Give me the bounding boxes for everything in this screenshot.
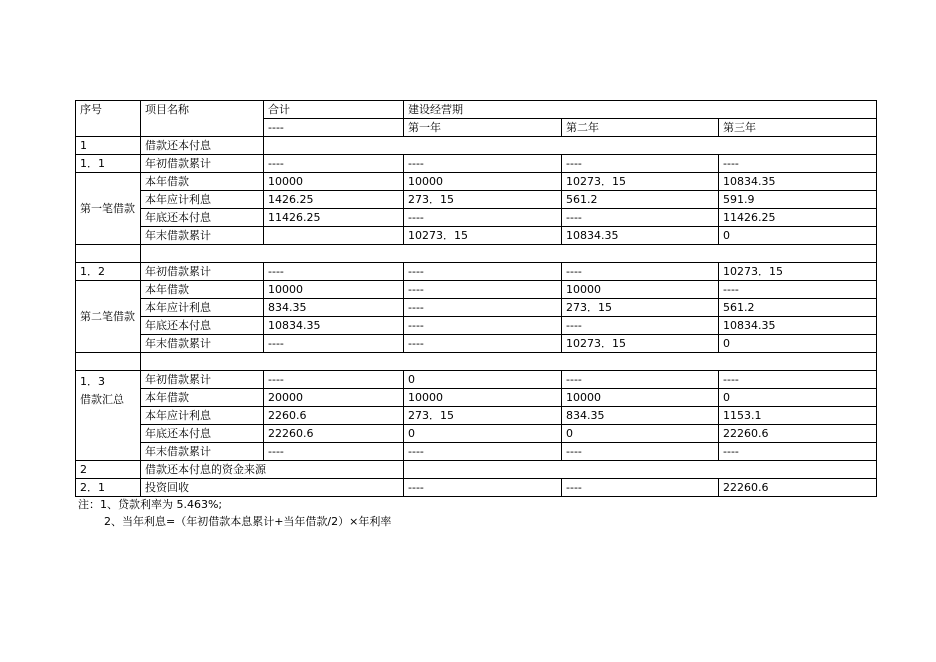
- row-total: 22260.6: [264, 425, 404, 443]
- section21-y1: ----: [404, 479, 562, 497]
- table-row: [76, 425, 877, 443]
- row-y3: 11426.25: [719, 209, 877, 227]
- row-y1: 0: [404, 371, 562, 389]
- row-total: ----: [264, 335, 404, 353]
- section21-y3: 22260.6: [719, 479, 877, 497]
- section1-title: 借款还本付息: [141, 137, 264, 155]
- table-row: [76, 281, 877, 299]
- loan3-no-group: [76, 371, 141, 461]
- row-item: 本年借款: [141, 389, 264, 407]
- row-y3: 10834.35: [719, 317, 877, 335]
- table-row: [76, 443, 877, 461]
- header-total-sub: ----: [264, 119, 404, 137]
- header-year2: 第二年: [562, 119, 719, 137]
- row-y2: ----: [562, 443, 719, 461]
- row-item: 本年借款: [141, 281, 264, 299]
- header-item: 项目名称: [141, 101, 264, 137]
- row-y2: 10273．15: [562, 173, 719, 191]
- row-total: 11426.25: [264, 209, 404, 227]
- row-y1: ----: [404, 209, 562, 227]
- row-y3: 0: [719, 227, 877, 245]
- row-y3: 561.2: [719, 299, 877, 317]
- row-y3: ----: [719, 371, 877, 389]
- row-total: 1426.25: [264, 191, 404, 209]
- row-y1: 10000: [404, 389, 562, 407]
- spacer-row: [76, 245, 877, 263]
- note-interest-rate: 注：1、贷款利率为 5.463%;: [78, 498, 223, 511]
- row-y1: 10273．15: [404, 227, 562, 245]
- section1-filler: [264, 137, 877, 155]
- row-y2: ----: [562, 263, 719, 281]
- section2-filler: [404, 461, 877, 479]
- row-y3: 0: [719, 389, 877, 407]
- row-y2: 10834.35: [562, 227, 719, 245]
- spacer-cell: [76, 245, 141, 263]
- spacer-row: [76, 353, 877, 371]
- row-y3: ----: [719, 281, 877, 299]
- row-total: 10000: [264, 281, 404, 299]
- row-y3: 10273．15: [719, 263, 877, 281]
- section21-y2: ----: [562, 479, 719, 497]
- loan1-group: 第一笔借款: [76, 173, 141, 245]
- table-row: [76, 263, 877, 281]
- row-y1: 273．15: [404, 191, 562, 209]
- row-total: 10000: [264, 173, 404, 191]
- row-total: ----: [264, 371, 404, 389]
- row-item: 年末借款累计: [141, 443, 264, 461]
- row-total: 10834.35: [264, 317, 404, 335]
- row-y2: 561.2: [562, 191, 719, 209]
- row-item: 年末借款累计: [141, 335, 264, 353]
- header-year3: 第三年: [719, 119, 877, 137]
- row-y3: ----: [719, 155, 877, 173]
- row-y2: ----: [562, 371, 719, 389]
- table-row: [76, 407, 877, 425]
- section2-title: 借款还本付息的资金来源: [141, 461, 404, 479]
- section21-row: [76, 479, 877, 497]
- spacer-cell: [76, 353, 141, 371]
- row-y1: 10000: [404, 173, 562, 191]
- row-item: 年底还本付息: [141, 317, 264, 335]
- table-row: [76, 227, 877, 245]
- row-total: 834.35: [264, 299, 404, 317]
- row-y2: 834.35: [562, 407, 719, 425]
- header-seq: 序号: [76, 101, 141, 137]
- row-y2: 10000: [562, 281, 719, 299]
- section1-row: [76, 137, 877, 155]
- section2-no: 2: [76, 461, 141, 479]
- row-item: 本年应计利息: [141, 299, 264, 317]
- table-row: [76, 299, 877, 317]
- row-y3: 22260.6: [719, 425, 877, 443]
- row-total: [264, 227, 404, 245]
- footnotes: [78, 496, 391, 530]
- header-row: [76, 101, 877, 119]
- row-y2: ----: [562, 155, 719, 173]
- section21-no: 2．1: [76, 479, 141, 497]
- header-period: 建设经营期: [404, 101, 877, 119]
- row-total: ----: [264, 263, 404, 281]
- row-y2: ----: [562, 209, 719, 227]
- row-y3: ----: [719, 443, 877, 461]
- row-item: 本年借款: [141, 173, 264, 191]
- row-y3: 591.9: [719, 191, 877, 209]
- row-item: 年初借款累计: [141, 155, 264, 173]
- section21-item: 投资回收: [141, 479, 404, 497]
- row-y1: ----: [404, 335, 562, 353]
- row-y1: ----: [404, 281, 562, 299]
- table-row: [76, 155, 877, 173]
- header-total: 合计: [264, 101, 404, 119]
- section2-row: [76, 461, 877, 479]
- loan2-group: 第二笔借款: [76, 281, 141, 353]
- table-row: [76, 389, 877, 407]
- row-y3: 0: [719, 335, 877, 353]
- table-row: [76, 191, 877, 209]
- row-y2: 10000: [562, 389, 719, 407]
- row-item: 本年应计利息: [141, 191, 264, 209]
- table-row: [76, 335, 877, 353]
- loan2-no: 1．2: [76, 263, 141, 281]
- row-total: ----: [264, 443, 404, 461]
- row-total: 20000: [264, 389, 404, 407]
- row-y1: ----: [404, 317, 562, 335]
- section1-no: 1: [76, 137, 141, 155]
- row-y1: 273．15: [404, 407, 562, 425]
- row-y1: 0: [404, 425, 562, 443]
- table-row: [76, 173, 877, 191]
- table-row: [76, 371, 877, 389]
- row-total: 2260.6: [264, 407, 404, 425]
- row-y2: 10273．15: [562, 335, 719, 353]
- row-y3: 10834.35: [719, 173, 877, 191]
- loan-repayment-table: [75, 100, 877, 497]
- spacer-cell: [141, 353, 877, 371]
- row-total: ----: [264, 155, 404, 173]
- row-y2: 273．15: [562, 299, 719, 317]
- row-item: 本年应计利息: [141, 407, 264, 425]
- row-y2: ----: [562, 317, 719, 335]
- row-item: 年底还本付息: [141, 209, 264, 227]
- row-y1: ----: [404, 155, 562, 173]
- row-item: 年初借款累计: [141, 263, 264, 281]
- loan1-no: 1．1: [76, 155, 141, 173]
- table-row: [76, 317, 877, 335]
- row-item: 年初借款累计: [141, 371, 264, 389]
- row-item: 年末借款累计: [141, 227, 264, 245]
- note-interest-formula: 2、当年利息=（年初借款本息累计+当年借款/2）×年利率: [104, 515, 392, 528]
- row-y3: 1153.1: [719, 407, 877, 425]
- row-y2: 0: [562, 425, 719, 443]
- header-year1: 第一年: [404, 119, 562, 137]
- loan3-no: 1．3: [80, 375, 105, 388]
- loan3-group: 借款汇总: [80, 393, 124, 406]
- row-y1: ----: [404, 263, 562, 281]
- spacer-cell: [141, 245, 877, 263]
- row-y1: ----: [404, 299, 562, 317]
- row-y1: ----: [404, 443, 562, 461]
- table-row: [76, 209, 877, 227]
- row-item: 年底还本付息: [141, 425, 264, 443]
